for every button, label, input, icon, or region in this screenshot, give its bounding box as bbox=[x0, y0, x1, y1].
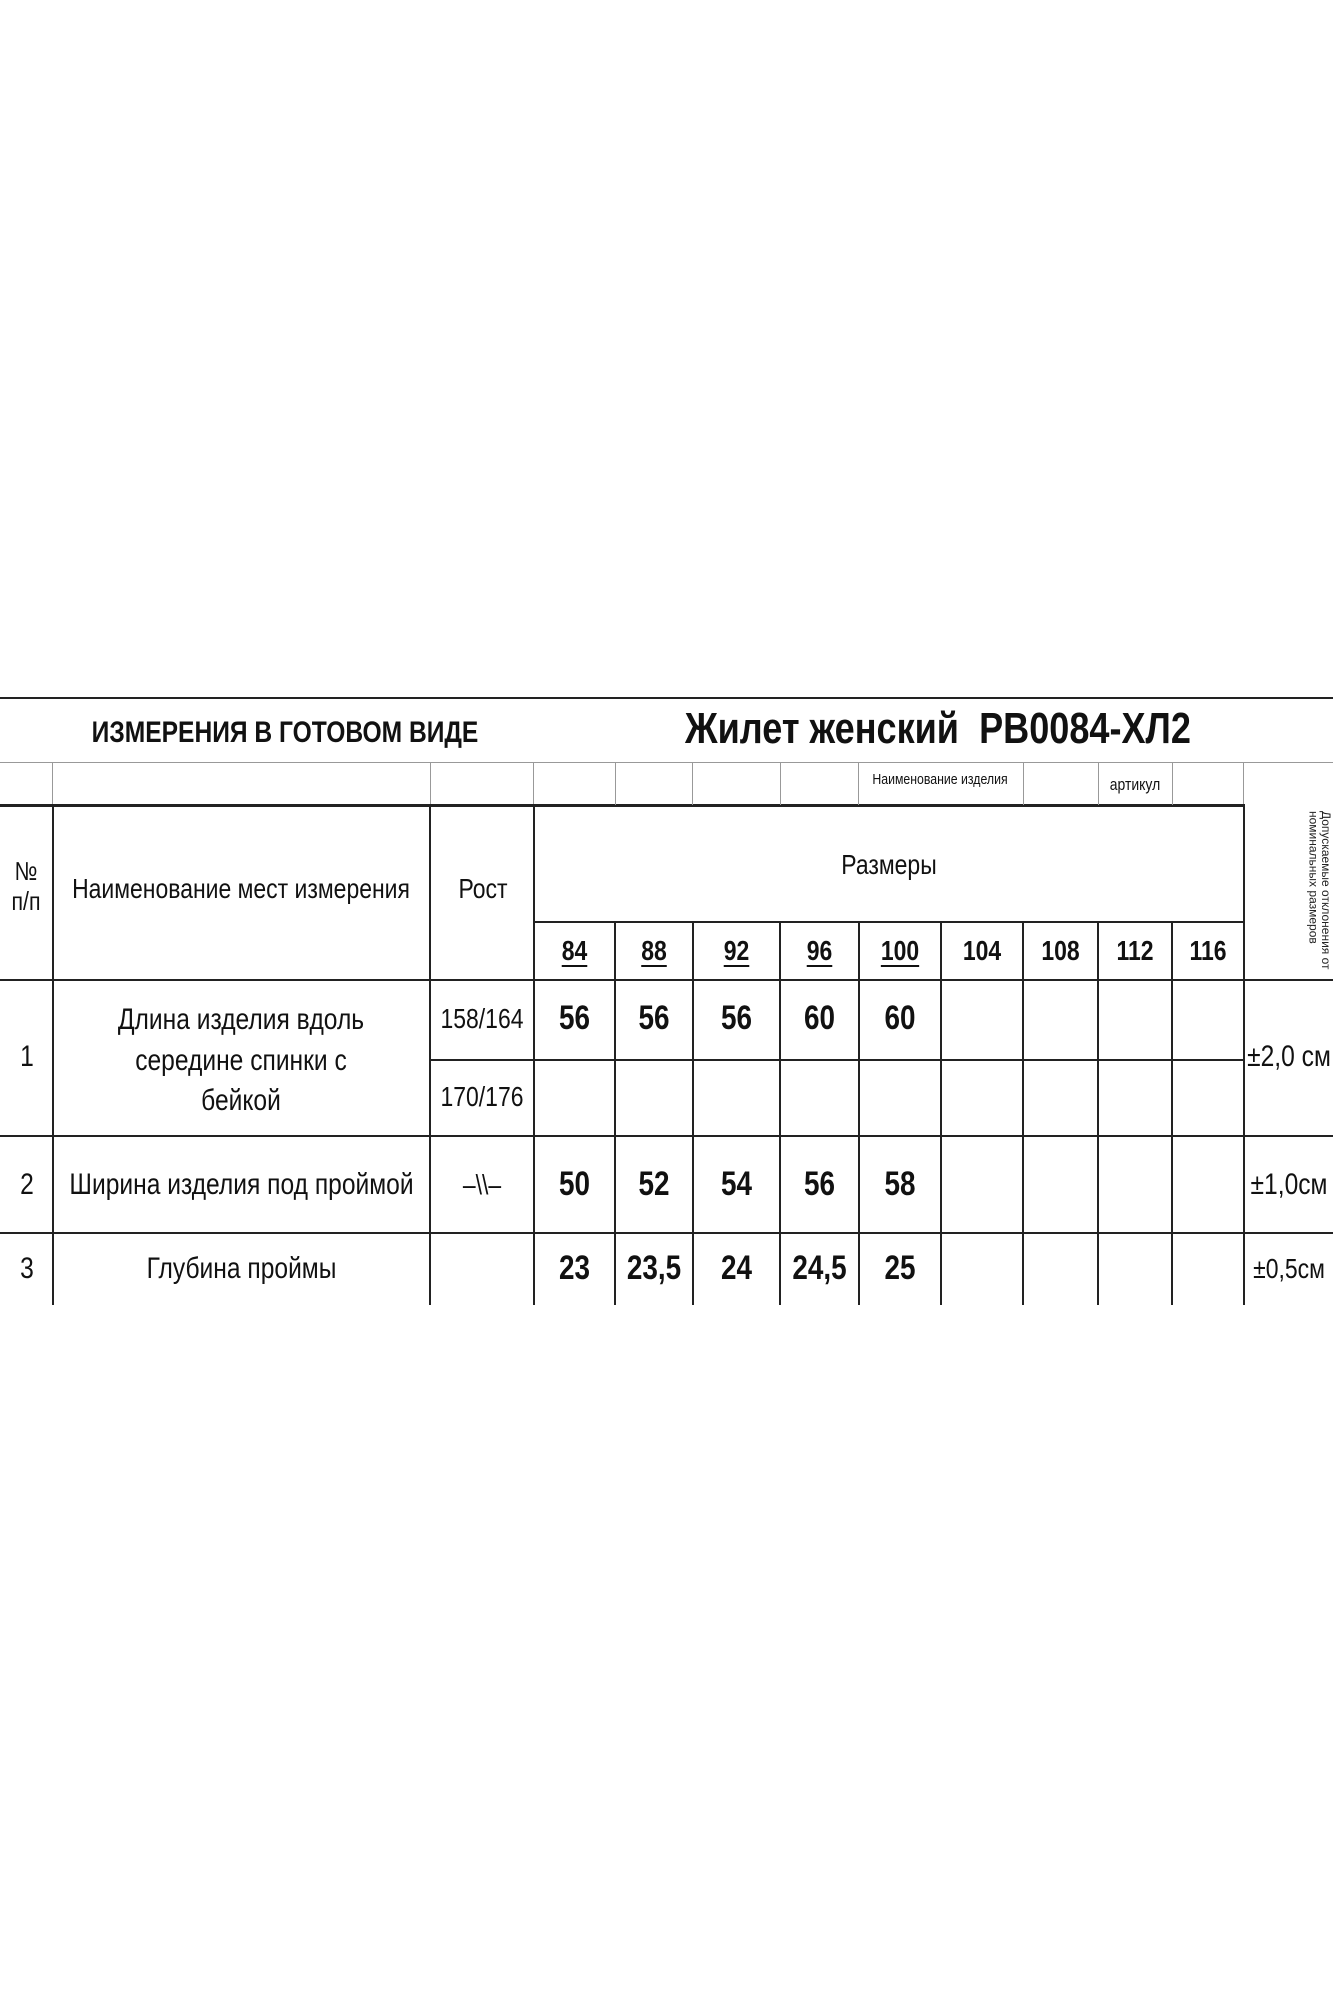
vline-top-2 bbox=[533, 762, 534, 805]
vline-size-8 bbox=[1171, 921, 1173, 1305]
size-value: 25 bbox=[884, 1249, 916, 1288]
size-value: 56 bbox=[638, 999, 670, 1038]
vline-top-10 bbox=[1243, 762, 1244, 805]
size-value: 58 bbox=[884, 1165, 916, 1204]
vline-top-6 bbox=[858, 762, 859, 805]
row-number: 1 bbox=[20, 1039, 34, 1073]
vline-size-5 bbox=[940, 921, 942, 1305]
size-value: 52 bbox=[638, 1165, 670, 1204]
vline-name bbox=[429, 804, 431, 1305]
size-header: 96 bbox=[806, 934, 833, 966]
vline-tolerance bbox=[1243, 804, 1245, 1305]
vline-size-3 bbox=[779, 921, 781, 1305]
size-value: 60 bbox=[884, 999, 916, 1038]
hline-header-bottom bbox=[0, 979, 1333, 981]
size-header: 104 bbox=[962, 934, 1002, 966]
hline-header-top bbox=[0, 804, 1245, 807]
height-value: –\\– bbox=[462, 1168, 502, 1200]
measurement-name: Длина изделия вдоль середине спинки с бейкой bbox=[117, 1003, 365, 1118]
vline-size-7 bbox=[1097, 921, 1099, 1305]
tolerance-value: ±1,0см bbox=[1250, 1167, 1328, 1201]
size-value: 23,5 bbox=[626, 1249, 682, 1288]
tolerance-value: ±2,0 см bbox=[1247, 1039, 1331, 1073]
size-header: 92 bbox=[723, 934, 750, 966]
size-value: 24 bbox=[720, 1249, 753, 1288]
measurement-name: Глубина проймы bbox=[146, 1251, 337, 1285]
row-number: 2 bbox=[20, 1167, 34, 1201]
document-title: ИЗМЕРЕНИЯ В ГОТОВОМ ВИДЕ bbox=[91, 715, 479, 749]
vline-top-1 bbox=[430, 762, 431, 805]
size-value: 56 bbox=[720, 999, 753, 1038]
height-value: 158/164 bbox=[440, 1002, 524, 1034]
hline-row2-bottom bbox=[0, 1232, 1333, 1234]
height-value: 170/176 bbox=[440, 1080, 524, 1112]
measurement-name: Ширина изделия под проймой bbox=[69, 1167, 414, 1201]
tolerance-value: ±0,5см bbox=[1253, 1252, 1325, 1284]
hline-row1-split bbox=[430, 1059, 1245, 1061]
vline-height bbox=[533, 804, 535, 1305]
size-chart-sheet bbox=[0, 697, 1333, 1305]
hline-row1-bottom bbox=[0, 1135, 1333, 1137]
header-tolerance: Допускаемые отклонения от номинальных размеров bbox=[1306, 811, 1333, 970]
vline-top-7 bbox=[1023, 762, 1024, 805]
vline-num bbox=[52, 804, 54, 1305]
product-article: РВ0084-ХЛ2 bbox=[979, 703, 1191, 753]
size-header: 88 bbox=[641, 934, 667, 966]
size-value: 23 bbox=[558, 1249, 591, 1288]
size-value: 50 bbox=[558, 1165, 591, 1204]
size-value: 56 bbox=[558, 999, 591, 1038]
hline-title-bottom bbox=[0, 762, 1333, 763]
vline-size-1 bbox=[614, 921, 616, 1305]
size-value: 56 bbox=[803, 1165, 836, 1204]
vline-top-5 bbox=[780, 762, 781, 805]
size-header: 84 bbox=[561, 934, 588, 966]
product-name-caption: Наименование изделия bbox=[872, 771, 1008, 789]
header-sizes: Размеры bbox=[841, 848, 937, 880]
vline-top-0 bbox=[52, 762, 53, 805]
article-caption: артикул bbox=[1109, 775, 1161, 795]
size-header: 108 bbox=[1041, 934, 1080, 966]
size-header: 112 bbox=[1116, 934, 1154, 966]
vline-top-9 bbox=[1172, 762, 1173, 805]
size-value: 24,5 bbox=[792, 1249, 847, 1288]
vline-size-4 bbox=[858, 921, 860, 1305]
size-header: 100 bbox=[880, 934, 920, 966]
size-header: 116 bbox=[1189, 934, 1227, 966]
vline-top-8 bbox=[1098, 762, 1099, 805]
header-height: Рост bbox=[458, 872, 508, 904]
hline-sizes-top bbox=[533, 921, 1243, 923]
product-name: Жилет женский bbox=[685, 703, 959, 753]
vline-top-4 bbox=[692, 762, 693, 805]
vline-size-6 bbox=[1022, 921, 1024, 1305]
header-measurement-name: Наименование мест измерения bbox=[72, 872, 410, 904]
vline-top-3 bbox=[615, 762, 616, 805]
size-value: 54 bbox=[720, 1165, 753, 1204]
size-value: 60 bbox=[803, 999, 836, 1038]
header-num: № п/п bbox=[11, 856, 41, 916]
row-number: 3 bbox=[20, 1251, 34, 1285]
vline-size-2 bbox=[692, 921, 694, 1305]
